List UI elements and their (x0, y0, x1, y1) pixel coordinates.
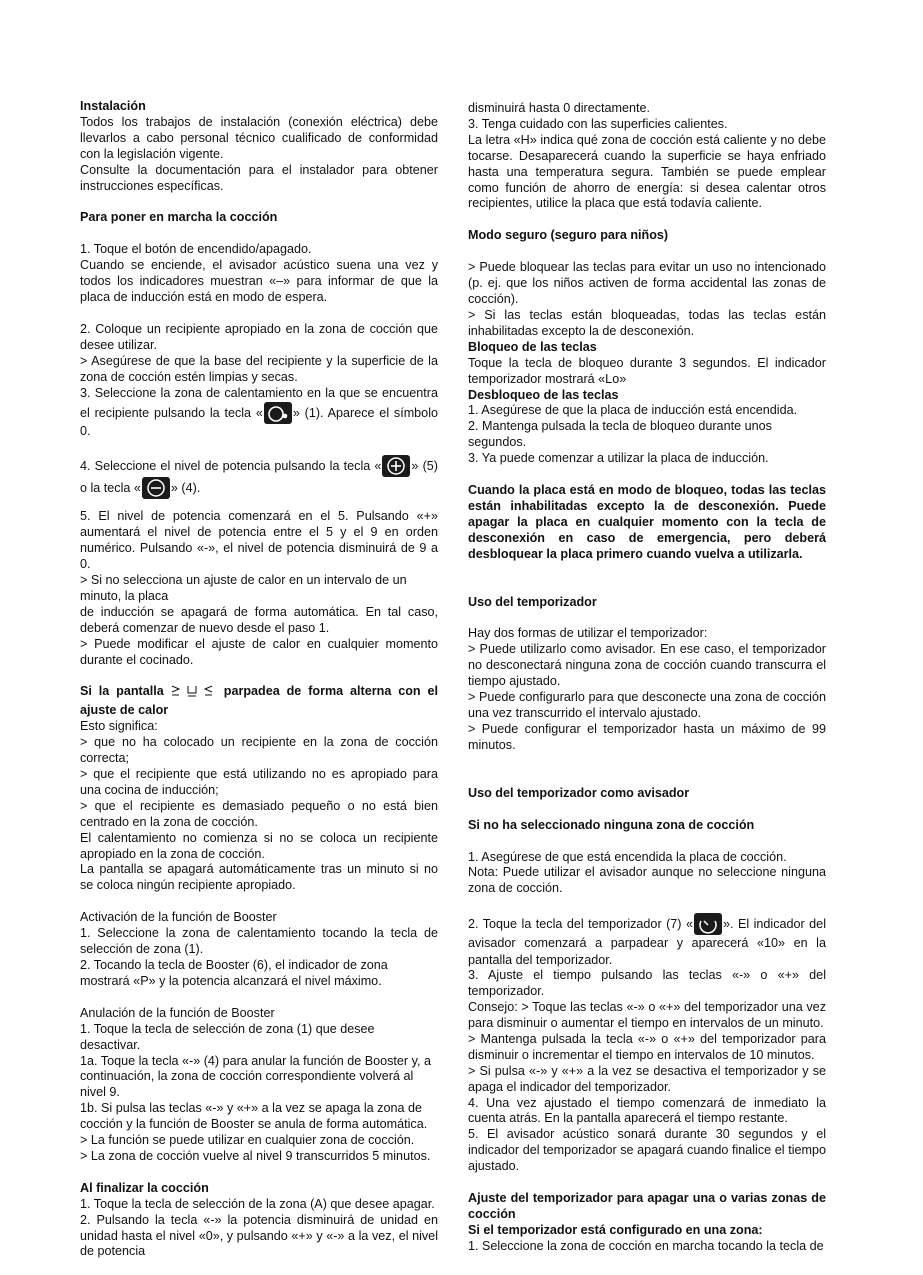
timer-key-icon (694, 913, 722, 935)
list-item: > La zona de cocción vuelve al nivel 9 transcurridos 5 minutos. (80, 1148, 431, 1163)
start-heading: Para poner en marcha la cocción (80, 210, 278, 225)
list-item: > Puede bloquear las teclas para evitar un uso no intencionado (p. ej. que los niños activen de forma accidental las zonas de cocción). (468, 260, 826, 307)
list-item: > que el recipiente es demasiado pequeño o no está bien centrado en la zona de cocción. (80, 798, 438, 829)
lock-heading: Bloqueo de las teclas (468, 339, 597, 354)
timer-step-text-end: ». El indicador del avisador comenzará a parpadear y aparecerá «10» en la pantalla del temporizador. (468, 917, 826, 967)
list-item: continuación, la zona de cocción correspondiente volverá al nivel 9. (80, 1069, 414, 1100)
paragraph: Consulte la documentación para el instalador para obtener instrucciones específicas. (80, 162, 438, 193)
list-item: > Puede configurarlo para que desconecte una zona de cocción una vez transcurrido el intervalo ajustado. (468, 690, 826, 720)
paragraph: > Asegúrese de que la base del recipiente y la superficie de la zona de cocción estén limpias y secas. (80, 353, 438, 384)
timer-heading: Uso del temporizador (468, 594, 597, 609)
paragraph: La pantalla se apagará automáticamente tras un minuto si no se coloca ningún recipiente apropiado. (80, 862, 438, 893)
list-item: > Si las teclas están bloqueadas, todas las teclas están inhabilitadas excepto la de desconexión. (468, 307, 826, 338)
left-column (80, 99, 438, 1260)
list-item: > que no ha colocado un recipiente en la zona de cocción correcta; (80, 735, 438, 766)
finish-heading: Al finalizar la cocción (80, 1180, 209, 1195)
list-item: 3. Tenga cuidado con las superficies calientes. (468, 116, 728, 131)
list-item: 4. Una vez ajustado el tiempo comenzará de inmediato la cuenta atrás. En la pantalla aparecerá el tiempo restante. (468, 1095, 826, 1126)
paragraph: de inducción se apagará de forma automática. En tal caso, deberá comenzar de nuevo desde el paso 1. (80, 604, 438, 635)
safe-mode-heading: Modo seguro (seguro para niños) (468, 228, 669, 243)
step-4-text-mid: » (5) o la tecla « (80, 459, 438, 496)
list-item: 1b. Si pulsa las teclas «-» y «+» a la vez se apaga la zona de (80, 1101, 422, 1116)
step-3-text-end: » (1). Aparece el símbolo 0. (80, 405, 438, 438)
list-item: 2. Mantenga pulsada la tecla de bloqueo durante unos segundos. (468, 419, 772, 450)
list-item: 2. Tocando la tecla de Booster (6), el indicador de zona (80, 957, 388, 972)
zones-subheading: Si el temporizador está configurado en una zona: (468, 1222, 763, 1237)
step-4-text-end: » (4). (170, 481, 201, 496)
paragraph: disminuirá hasta 0 directamente. (468, 101, 651, 115)
list-item: > Puede configurar el temporizador hasta un máximo de 99 minutos. (468, 721, 826, 752)
alarm-heading: Uso del temporizador como avisador (468, 785, 690, 800)
booster-heading: Activación de la función de Booster (80, 910, 277, 925)
list-item: 3. Ajuste el tiempo pulsando las teclas «-» o «+» del temporizador. (468, 968, 826, 999)
list-item: > Si pulsa «-» y «+» a la vez se desactiva el temporizador y se apaga el indicador del temporizador. (468, 1063, 826, 1094)
list-item: 1. Toque la tecla de selección de la zona (A) que desee apagar. (80, 1196, 435, 1211)
display-heading-b: parpadea de forma alterna con el ajuste de calor (80, 684, 438, 718)
list-item: 1. Seleccione la zona de cocción en marcha tocando la tecla de (468, 1238, 824, 1253)
minus-key-icon (142, 477, 170, 499)
right-column (468, 101, 826, 1255)
blinking-display-icon (170, 684, 218, 703)
plus-key-icon (382, 455, 410, 477)
alarm-subheading: Si no ha seleccionado ninguna zona de cocción (468, 817, 755, 832)
paragraph: Toque la tecla de bloqueo durante 3 segundos. El indicador temporizador mostrará «Lo» (468, 355, 826, 386)
paragraph: Cuando se enciende, el avisador acústico suena una vez y todos los indicadores muestran «–» para informar de que la placa de inducción está en modo de espera. (80, 258, 438, 305)
paragraph: Nota: Puede utilizar el avisador aunque no seleccione ninguna zona de cocción. (468, 865, 826, 896)
display-heading (80, 684, 438, 719)
step-3 (80, 386, 438, 440)
zone-select-key-icon (264, 402, 292, 424)
timer-step (468, 913, 826, 968)
step-1: 1. Toque el botón de encendido/apagado. (80, 242, 312, 257)
list-item: > Puede utilizarlo como avisador. En ese caso, el temporizador no desconectará ninguna zona de cocción cuando transcurra el tiempo ajustado. (468, 642, 826, 689)
lock-warning: Cuando la placa está en modo de bloqueo, todas las teclas están inhabilitadas excepto la de desconexión. Puede apagar la placa en cualquier momento con la tecla de desconexión en caso de emergencia, pero deberá desbloquear la placa primero cuando vuelva a utilizarla. (468, 483, 826, 561)
step-2: 2. Coloque un recipiente apropiado en la zona de cocción que desee utilizar. (80, 321, 438, 352)
list-item: 1a. Toque la tecla «-» (4) para anular la función de Booster y, a (80, 1053, 431, 1068)
paragraph: > Puede modificar el ajuste de calor en cualquier momento durante el cocinado. (80, 636, 438, 667)
display-heading-a: Si la pantalla (80, 684, 164, 699)
unlock-heading: Desbloqueo de las teclas (468, 387, 619, 402)
list-item: cocción y la función de Booster se anula de forma automática. (80, 1117, 428, 1132)
step-5: 5. El nivel de potencia comenzará en el 5. Pulsando «+» aumentará el nivel de potencia entre el 5 y el 9 en orden numérico. Pulsando «-», el nivel de potencia disminuirá de 9 a 0. (80, 509, 438, 572)
list-item: 2. Pulsando la tecla «-» la potencia disminuirá de unidad en unidad hasta el nivel «0», y pulsando «+» y «-» a la vez, el nivel de potencia (80, 1212, 438, 1259)
installation-heading: Instalación (80, 99, 146, 113)
paragraph: > Si no selecciona un ajuste de calor en un intervalo de un minuto, la placa (80, 573, 407, 603)
list-item: > Mantenga pulsada la tecla «-» o «+» del temporizador para disminuir o incrementar el tiempo en intervalos de 10 minutos. (468, 1031, 826, 1062)
list-item: > que el recipiente que está utilizando no es apropiado para una cocina de inducción; (80, 767, 438, 797)
step-3-text: 3. Seleccione la zona de calentamiento en la que se encuentra el recipiente pulsando la tecla « (80, 385, 438, 420)
paragraph: El calentamiento no comienza si no se coloca un recipiente apropiado en la zona de cocción. (80, 830, 438, 861)
zones-heading: Ajuste del temporizador para apagar una o varias zonas de cocción (468, 1191, 826, 1221)
step-4-text: 4. Seleccione el nivel de potencia pulsando la tecla « (80, 459, 382, 474)
list-item: > La función se puede utilizar en cualquier zona de cocción. (80, 1133, 415, 1148)
list-item: 1. Toque la tecla de selección de zona (1) que desee desactivar. (80, 1021, 375, 1052)
list-item: 3. Ya puede comenzar a utilizar la placa de inducción. (468, 451, 769, 466)
paragraph: La letra «H» indica qué zona de cocción está caliente y no debe tocarse. Desaparecerá cuando la superficie se haya enfriado hasta una temperatura segura. También se puede emplear como función de ahorro de energía: si desea calentar otros recipientes, utilice la placa que está todavía caliente. (468, 132, 826, 211)
timer-step-text: 2. Toque la tecla del temporizador (7) « (468, 917, 693, 932)
list-item: 1. Seleccione la zona de calentamiento tocando la tecla de selección de zona (1). (80, 926, 438, 957)
paragraph: Esto significa: (80, 719, 158, 734)
paragraph: Todos los trabajos de instalación (conexión eléctrica) debe llevarlos a cabo personal técnico cualificado de conformidad con la legislación vigente. (80, 114, 438, 161)
list-item: 1. Asegúrese de que la placa de inducción está encendida. (468, 403, 798, 418)
paragraph: Consejo: > Toque las teclas «-» o «+» del temporizador una vez para disminuir o aumentar el tiempo en intervalos de un minuto. (468, 1000, 826, 1030)
list-item: mostrará «P» y la potencia alcanzará el nivel máximo. (80, 973, 382, 988)
step-4 (80, 455, 438, 499)
list-item: 5. El avisador acústico sonará durante 30 segundos y el indicador del temporizador se apagará cuando finalice el tiempo ajustado. (468, 1127, 826, 1174)
cancel-booster-heading: Anulación de la función de Booster (80, 1005, 275, 1020)
paragraph: Hay dos formas de utilizar el temporizador: (468, 626, 708, 641)
list-item: 1. Asegúrese de que está encendida la placa de cocción. (468, 849, 787, 864)
